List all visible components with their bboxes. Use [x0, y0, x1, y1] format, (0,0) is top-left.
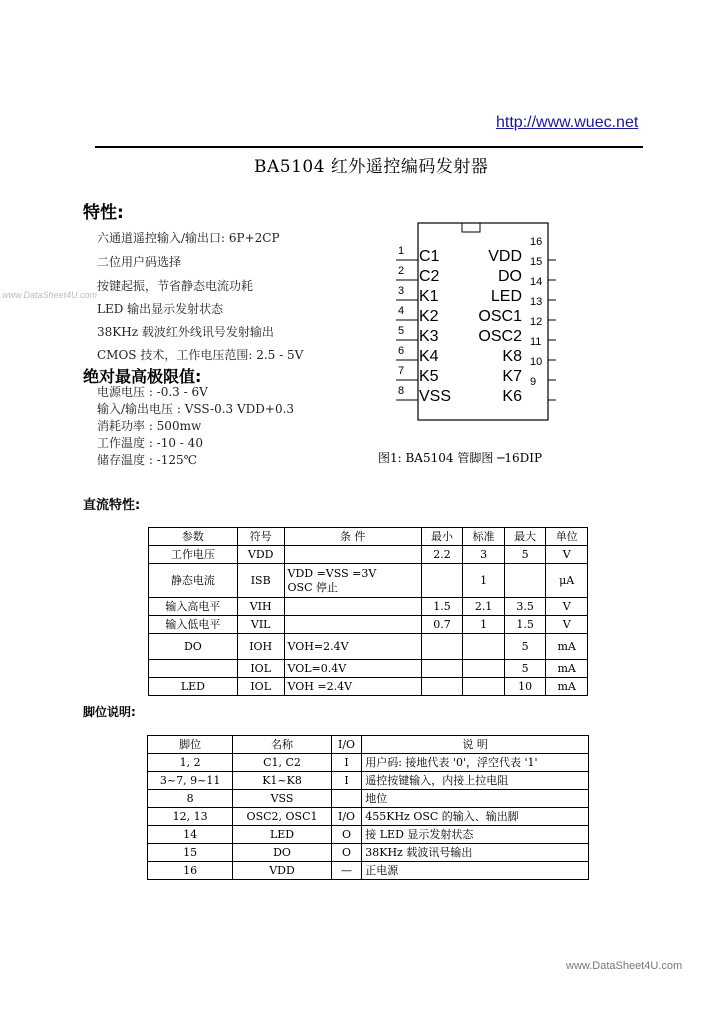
pin-name: K2 [419, 308, 439, 325]
table-cell: 用户码: 接地代表 '0'，浮空代表 '1' [362, 754, 589, 772]
pin-table [147, 735, 589, 880]
pin-name: C1 [419, 248, 440, 265]
pin-number: 3 [398, 285, 405, 297]
table-cell: 输入低电平 [149, 616, 238, 634]
table-cell: 2.2 [421, 546, 463, 564]
table-cell: 0.7 [421, 616, 463, 634]
pin-name: K8 [502, 348, 522, 365]
table-cell: 10 [504, 678, 546, 696]
table-row [148, 862, 589, 880]
table-cell: 1 [463, 564, 505, 598]
table-cell: VDD [237, 546, 284, 564]
pin-name: VSS [419, 388, 452, 405]
table-cell: 输入高电平 [149, 598, 238, 616]
table-cell: DO [233, 844, 332, 862]
table-cell: 5 [504, 546, 546, 564]
pin-name: K3 [419, 328, 439, 345]
pin-number: 15 [530, 256, 543, 268]
table-row [148, 790, 589, 808]
table-cell: 1.5 [504, 616, 546, 634]
table-row [148, 826, 589, 844]
table-header-cell: 参数 [149, 528, 238, 546]
table-cell: LED [233, 826, 332, 844]
pin-name: K1 [419, 288, 439, 305]
table-cell: VDD =VSS =3V OSC 停止 [284, 564, 421, 598]
table-cell: LED [149, 678, 238, 696]
watermark-left: www.DataSheet4U.com [2, 290, 98, 300]
table-row [148, 844, 589, 862]
table-cell: I [331, 772, 361, 790]
pin-number: 16 [530, 236, 543, 248]
table-cell: O [331, 826, 361, 844]
table-cell [284, 546, 421, 564]
feature-item: 38KHz 载波红外线讯号发射输出 [97, 325, 274, 339]
pin-number: 12 [530, 316, 543, 328]
table-cell: O [331, 844, 361, 862]
table-cell: 38KHz 载波讯号输出 [362, 844, 589, 862]
table-cell: VDD [233, 862, 332, 880]
table-cell: μA [546, 564, 588, 598]
table-cell [284, 616, 421, 634]
table-cell: 1 [463, 616, 505, 634]
table-cell [149, 660, 238, 678]
table-cell: 正电源 [362, 862, 589, 880]
table-row [149, 660, 588, 678]
table-cell: 遥控按键输入，内接上拉电阻 [362, 772, 589, 790]
table-cell: 14 [148, 826, 233, 844]
pin-number: 4 [398, 305, 405, 317]
chip-notch [462, 223, 480, 232]
features-heading: 特性: [83, 203, 124, 223]
table-cell [421, 634, 463, 660]
table-cell [421, 564, 463, 598]
chip-pinout-diagram [0, 0, 720, 480]
feature-item: 按键起振，节省静态电流功耗 [97, 279, 254, 293]
table-cell: mA [546, 678, 588, 696]
table-cell: 3.5 [504, 598, 546, 616]
table-row [148, 808, 589, 826]
table-cell: C1, C2 [233, 754, 332, 772]
pin-name: LED [490, 288, 522, 305]
pin-name: OSC2 [478, 328, 522, 345]
table-header-cell: 脚位 [148, 736, 233, 754]
pin-name: K7 [502, 368, 522, 385]
table-header-cell: 最小 [421, 528, 463, 546]
pin-name: K4 [419, 348, 439, 365]
table-cell: 5 [504, 634, 546, 660]
pin-number: 2 [398, 265, 405, 277]
table-cell: 8 [148, 790, 233, 808]
table-cell: 地位 [362, 790, 589, 808]
table-row [149, 598, 588, 616]
table-row [149, 564, 588, 598]
feature-item: 六通道遥控输入/输出口: 6P+2CP [97, 231, 280, 245]
table-header-cell: 说 明 [362, 736, 589, 754]
table-cell [504, 564, 546, 598]
table-cell: I [331, 754, 361, 772]
table-cell: ISB [237, 564, 284, 598]
table-cell: — [331, 862, 361, 880]
table-header-cell: 条 件 [284, 528, 421, 546]
dc-heading: 直流特性: [83, 498, 141, 513]
pin-name: OSC1 [478, 308, 522, 325]
table-cell: V [546, 598, 588, 616]
website-link[interactable]: http://www.wuec.net [496, 114, 639, 131]
table-row [148, 754, 589, 772]
table-row [148, 772, 589, 790]
table-cell: 工作电压 [149, 546, 238, 564]
table-cell [463, 678, 505, 696]
table-cell [463, 634, 505, 660]
dc-table [148, 527, 588, 696]
table-cell: mA [546, 634, 588, 660]
watermark-bottom: www.DataSheet4U.com [566, 960, 683, 972]
table-cell: 16 [148, 862, 233, 880]
feature-item: LED 输出显示发射状态 [97, 302, 224, 316]
abs-max-item: 储存温度 : -125℃ [97, 453, 198, 467]
table-cell: 3~7, 9~11 [148, 772, 233, 790]
table-header-cell: 标准 [463, 528, 505, 546]
table-cell: OSC2, OSC1 [233, 808, 332, 826]
pin-number: 5 [398, 325, 405, 337]
table-cell: VOH=2.4V [284, 634, 421, 660]
table-cell: V [546, 616, 588, 634]
table-cell: 接 LED 显示发射状态 [362, 826, 589, 844]
table-row [149, 678, 588, 696]
page-title: BA5104 红外遥控编码发射器 [254, 157, 489, 177]
table-cell [463, 660, 505, 678]
pin-heading: 脚位说明: [83, 705, 136, 719]
table-cell: VOL=0.4V [284, 660, 421, 678]
pin-number: 11 [530, 336, 542, 348]
table-header-cell: I/O [331, 736, 361, 754]
table-header-cell: 符号 [237, 528, 284, 546]
table-cell: IOL [237, 678, 284, 696]
table-cell: 3 [463, 546, 505, 564]
pin-name: VDD [488, 248, 522, 265]
table-cell: VIL [237, 616, 284, 634]
table-cell: V [546, 546, 588, 564]
table-cell: 1, 2 [148, 754, 233, 772]
table-cell: IOH [237, 634, 284, 660]
feature-item: 二位用户码选择 [97, 255, 182, 269]
table-cell: 静态电流 [149, 564, 238, 598]
abs-max-heading: 绝对最高极限值: [83, 367, 202, 386]
table-cell: 2.1 [463, 598, 505, 616]
pin-number: 13 [530, 296, 543, 308]
table-row [149, 546, 588, 564]
table-cell [331, 790, 361, 808]
table-cell: 15 [148, 844, 233, 862]
abs-max-item: 输入/输出电压 : VSS-0.3 VDD+0.3 [97, 402, 295, 416]
table-cell: VOH =2.4V [284, 678, 421, 696]
pin-number: 14 [530, 276, 543, 288]
table-cell [284, 598, 421, 616]
abs-max-item: 电源电压 : -0.3 - 6V [97, 385, 208, 399]
table-cell: IOL [237, 660, 284, 678]
table-cell: I/O [331, 808, 361, 826]
chip-caption: 图1: BA5104 管脚图 ─16DIP [378, 451, 543, 465]
pin-name: C2 [419, 268, 440, 285]
pin-name: K6 [502, 388, 522, 405]
pin-number: 7 [398, 365, 405, 377]
pin-number: 8 [398, 385, 405, 397]
pin-number: 6 [398, 345, 405, 357]
pin-name: K5 [419, 368, 439, 385]
table-header-cell: 单位 [546, 528, 588, 546]
table-cell [421, 678, 463, 696]
table-cell: 12, 13 [148, 808, 233, 826]
table-cell: mA [546, 660, 588, 678]
table-cell: K1~K8 [233, 772, 332, 790]
table-row [149, 616, 588, 634]
pin-number: 9 [530, 376, 537, 388]
feature-item: CMOS 技术，工作电压范围: 2.5 - 5V [97, 348, 304, 362]
table-cell: 5 [504, 660, 546, 678]
table-header-cell: 最大 [504, 528, 546, 546]
table-cell: VSS [233, 790, 332, 808]
abs-max-item: 消耗功率 : 500mw [97, 419, 202, 433]
table-cell: 455KHz OSC 的输入、输出脚 [362, 808, 589, 826]
table-header-cell: 名称 [233, 736, 332, 754]
table-cell: DO [149, 634, 238, 660]
pin-name: DO [498, 268, 522, 285]
pin-number: 1 [398, 245, 405, 257]
pin-number: 10 [530, 356, 543, 368]
table-cell [421, 660, 463, 678]
table-row [149, 634, 588, 660]
table-cell: 1.5 [421, 598, 463, 616]
table-cell: VIH [237, 598, 284, 616]
abs-max-item: 工作温度 : -10 - 40 [97, 436, 203, 450]
